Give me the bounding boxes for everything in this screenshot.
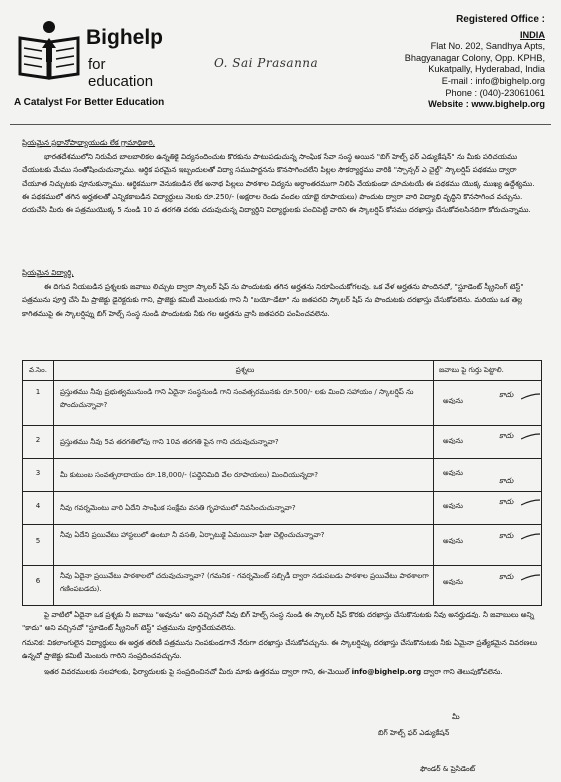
row-number: 3	[35, 468, 41, 477]
row-question: ప్రస్తుతము నీవు 5వ తరగతిలోపు గాని 10వ తరగతి పైన గాని చదువుచున్నావా?	[60, 437, 279, 446]
row-question: ప్రస్తుతము నీవు ప్రభుత్వమునుండి గాని ఏదైనా సంస్థనుండి గాని సంవత్సరమునకు రూ.500/- లకు మించి సహాయం / స్కాలర్షిప్ ను పొందుచున్నావా?	[60, 387, 414, 409]
tick-mark-icon	[521, 499, 541, 507]
intro-paragraph: భారతదేశములోని నిరుపేద బాలబాలికల ఉన్నతికై విద్యనందించుట కొరకును పాటుపడుచున్న సాంఘిక సేవా సంస్థ అయిన "బిగ్ హెల్ప్ ఫర్ ఎడ్యుకేషన్" ను మీకు పరిచయము చేయుటకు మేము సంతోషించుచున్నాము. ఆర్థిక పరమైన ఇబ్బందులతో విద్యా సముపార్జనను కొనసాగించలేని పిల్లల సౌకర్యార్థము వారికి "స్పాన్సర్ ఎ చైల్డ్" స్కాలర్షిప్ పథకము ద్వారా చేయూత నిచ్చుటకు పూనుకున్నాము. ఆర్థికముగా వెనుకబడిన లేక అనాథ పిల్లలు పాఠశాల విద్యను అర్ధాంతరముగా నిలిపి వేయకుండా చూచుటయే ఈ పథకము యొక్క ముఖ్య ఉద్దేశ్యము. ఈ పథకములో తగిన అర్హతలతో ఎన్నికకాబడిన విద్యార్థులు నెలకు రూ.250/- (అక్షరాల రెండు వందల యాభై రూపాయలు) పొందుట ద్వారా వారి విద్యాభి వృద్ధిని కొనసాగించ వచ్చును. దయచేసి మీరు ఈ పత్రముయొక్క 5 నుండి 10 వ తరగతి వరకు చదువుచున్న విద్యార్థిని విద్యార్థులకు పంచిపెట్టి వారిని ఈ స్కాలర్షిప్ కోసము దరఖాస్తు చేసుకోవలసినదిగా కోరుచున్నాము.	[22, 152, 535, 215]
yes-option[interactable]: అవును	[443, 437, 463, 445]
row-number: 2	[35, 435, 41, 444]
closing-yours: మీ	[452, 712, 460, 721]
row-number: 1	[35, 387, 41, 396]
contact-text-end: ద్వారా గాని తెలుపుకోవలెను.	[423, 667, 503, 676]
table-row	[23, 381, 541, 426]
row-number: 4	[35, 501, 41, 510]
row-question: నీవు ఏదైనా ప్రయివేటు పాఠశాలలో చదువుచున్నావా? (గమనిక - గవర్నమెంట్ సబ్సిడీ ద్వారా నడుపబడు పాఠశాల ప్రయివేటు పాఠశాలగా గణింపబడదు).	[60, 571, 429, 593]
header-serial: వ.సెం.	[29, 366, 47, 374]
bighelp-logo	[14, 18, 164, 88]
table-row	[23, 566, 541, 604]
brand-subtitle: for education	[88, 56, 154, 90]
contact-email[interactable]: info@bighelp.org	[351, 667, 422, 676]
office-phone: Phone : (040)-23061061	[445, 87, 545, 98]
row-question: మీ కుటుంబ సంవత్సరాదాయం రూ.18,000/- (పద్దెనిమిది వేల రూపాయలు) మించియున్నదా?	[60, 470, 319, 479]
salutation-headmaster: ప్రియమైన ప్రధానోపాధ్యాయుడు లేక గ్రామాధికారి,	[22, 138, 156, 147]
yes-option[interactable]: అవును	[443, 502, 463, 510]
header-divider	[10, 124, 551, 125]
no-option[interactable]: కాదు	[499, 531, 514, 540]
office-line: Kukatpally, Hyderabad, India	[428, 64, 545, 75]
tick-mark-icon	[521, 533, 541, 541]
office-email: E-mail : info@bighelp.org	[441, 75, 545, 86]
header-questions: ప్రశ్నలు	[235, 366, 255, 374]
yes-option[interactable]: అవును	[443, 537, 463, 545]
no-option[interactable]: కాదు	[499, 476, 514, 485]
office-line: Flat No. 202, Sandhya Apts,	[430, 41, 545, 52]
office-website: Website : www.bighelp.org	[428, 99, 545, 110]
table-row	[23, 459, 541, 492]
closing-org: బిగ్ హెల్ప్ ఫర్ ఎడ్యుకేషన్	[378, 728, 450, 737]
no-option[interactable]: కాదు	[499, 497, 514, 506]
tick-mark-icon	[521, 393, 541, 401]
office-country: INDIA	[519, 29, 545, 40]
office-line: Bhagyanagar Colony, Opp. KPHB,	[404, 52, 545, 63]
row-question: నీవు గవర్నమెంటు వారి ఏదేని సాంఘిక సంక్షేమ వసతి గృహములో నివసించుచున్నావా?	[60, 503, 296, 512]
tagline: A Catalyst For Better Education	[14, 97, 165, 108]
registered-office	[345, 14, 545, 111]
tick-mark-icon	[521, 574, 541, 582]
yes-option[interactable]: అవును	[443, 397, 463, 405]
yes-option[interactable]: అవును	[443, 578, 463, 586]
open-book-icon	[14, 18, 84, 84]
no-option[interactable]: కాదు	[499, 572, 514, 581]
brand-name: Bighelp	[86, 26, 163, 49]
contact-text: ఇతర వివరములకు సలహాలకు, ఫిర్యాదులకు పై సంప్రదించినచో మీరు మాకు ఉత్తరము ద్వారా గాని, ఈ-మెయిల్	[44, 667, 350, 676]
eligibility-table	[22, 360, 542, 606]
yes-option[interactable]: అవును	[443, 469, 463, 477]
contact-paragraph	[22, 665, 542, 678]
note-paragraph: గమనిక: వికలాంగులైన విద్యార్థులు ఈ అర్హత తరిణీ పత్రమును నింపకుండగానే నేరుగా దరఖాస్తు చేసుకోవచ్చును. ఈ స్కాలర్షిప్కు దరఖాస్తు చేసుకొనుటకు నీకు ఏమైనా ప్రత్యేకమైన వివరణలు ఉన్నచో ప్రాజెక్టు కమిటీ మెంబరు గారిని సంప్రదించవచ్చును.	[22, 638, 538, 661]
no-option[interactable]: కాదు	[499, 390, 514, 399]
closing-title: ఫౌండర్ & ప్రెసిడెంట్	[420, 764, 476, 773]
no-option[interactable]: కాదు	[499, 431, 514, 440]
salutation-student: ప్రియమైన విద్యార్థి,	[22, 268, 74, 277]
handwritten-name: O. Sai Prasanna	[214, 56, 319, 70]
tick-mark-icon	[521, 433, 541, 441]
row-number: 6	[35, 576, 41, 585]
row-number: 5	[35, 536, 41, 545]
table-row	[23, 426, 541, 459]
header-answer: జవాబు పై గుర్తు పెట్టాలి.	[439, 366, 504, 374]
table-header	[23, 361, 541, 381]
table-row	[23, 525, 541, 566]
office-title: Registered Office :	[456, 14, 545, 25]
instructions-paragraph: ఈ దిగువ నీయబడిన ప్రశ్నలకు జవాబు లిచ్చుట ద్వారా స్కాలర్ షిప్ ను పొందుటకు తగిన అర్హతను నిరూపించుకోగలవు. ఒక వేళ అర్హతను పొందినచో, "స్టూడెంట్ స్క్రీనింగ్ టెస్ట్" పత్రమును పూర్తి చేసి మీ ప్రాజెక్టు డైరెక్టరుకు గాని, ప్రాజెక్టు కమిటీ మెంబరుకు గాని నీ "బయో-డేటా" ను జతపరచి స్కాలర్ షిప్ ను పొందుటకు దరఖాస్తు చేసుకోవలెను. మరియు ఒక తెల్ల కాగితముపై ఈ స్కాలర్షిప్ను బిగ్ హెల్ప్ సంస్థ నుండి పొందుటకు నీకు గల అర్హతను వ్రాసి జతపరచి పంపించవలెను.	[22, 282, 524, 318]
disqualification-paragraph: పై వాటిలో ఏదైనా ఒక ప్రశ్నకు నీ జవాబు "అవును" అని వచ్చినచో నీవు బిగ్ హెల్ప్ సంస్థ నుండి ఈ స్కాలర్ షిప్ కొరకు దరఖాస్తు చేసుకొనుటకు నీవు అనర్హుడవు. నీ జవాబులు అన్ని "కాదు" అని వచ్చినచో "స్టూడెంట్ స్క్రీనింగ్ టెస్ట్" పత్రమును పూర్తిచేయవలెను.	[22, 610, 534, 633]
table-row	[23, 492, 541, 525]
row-question: నీవు ఏదేని ప్రయివేటు హాస్టలులో ఉంటూ నీ వసతి, ఏర్పాటుకై ఏమయినా ఫీజు చెల్లించుచున్నావా?	[60, 530, 325, 539]
